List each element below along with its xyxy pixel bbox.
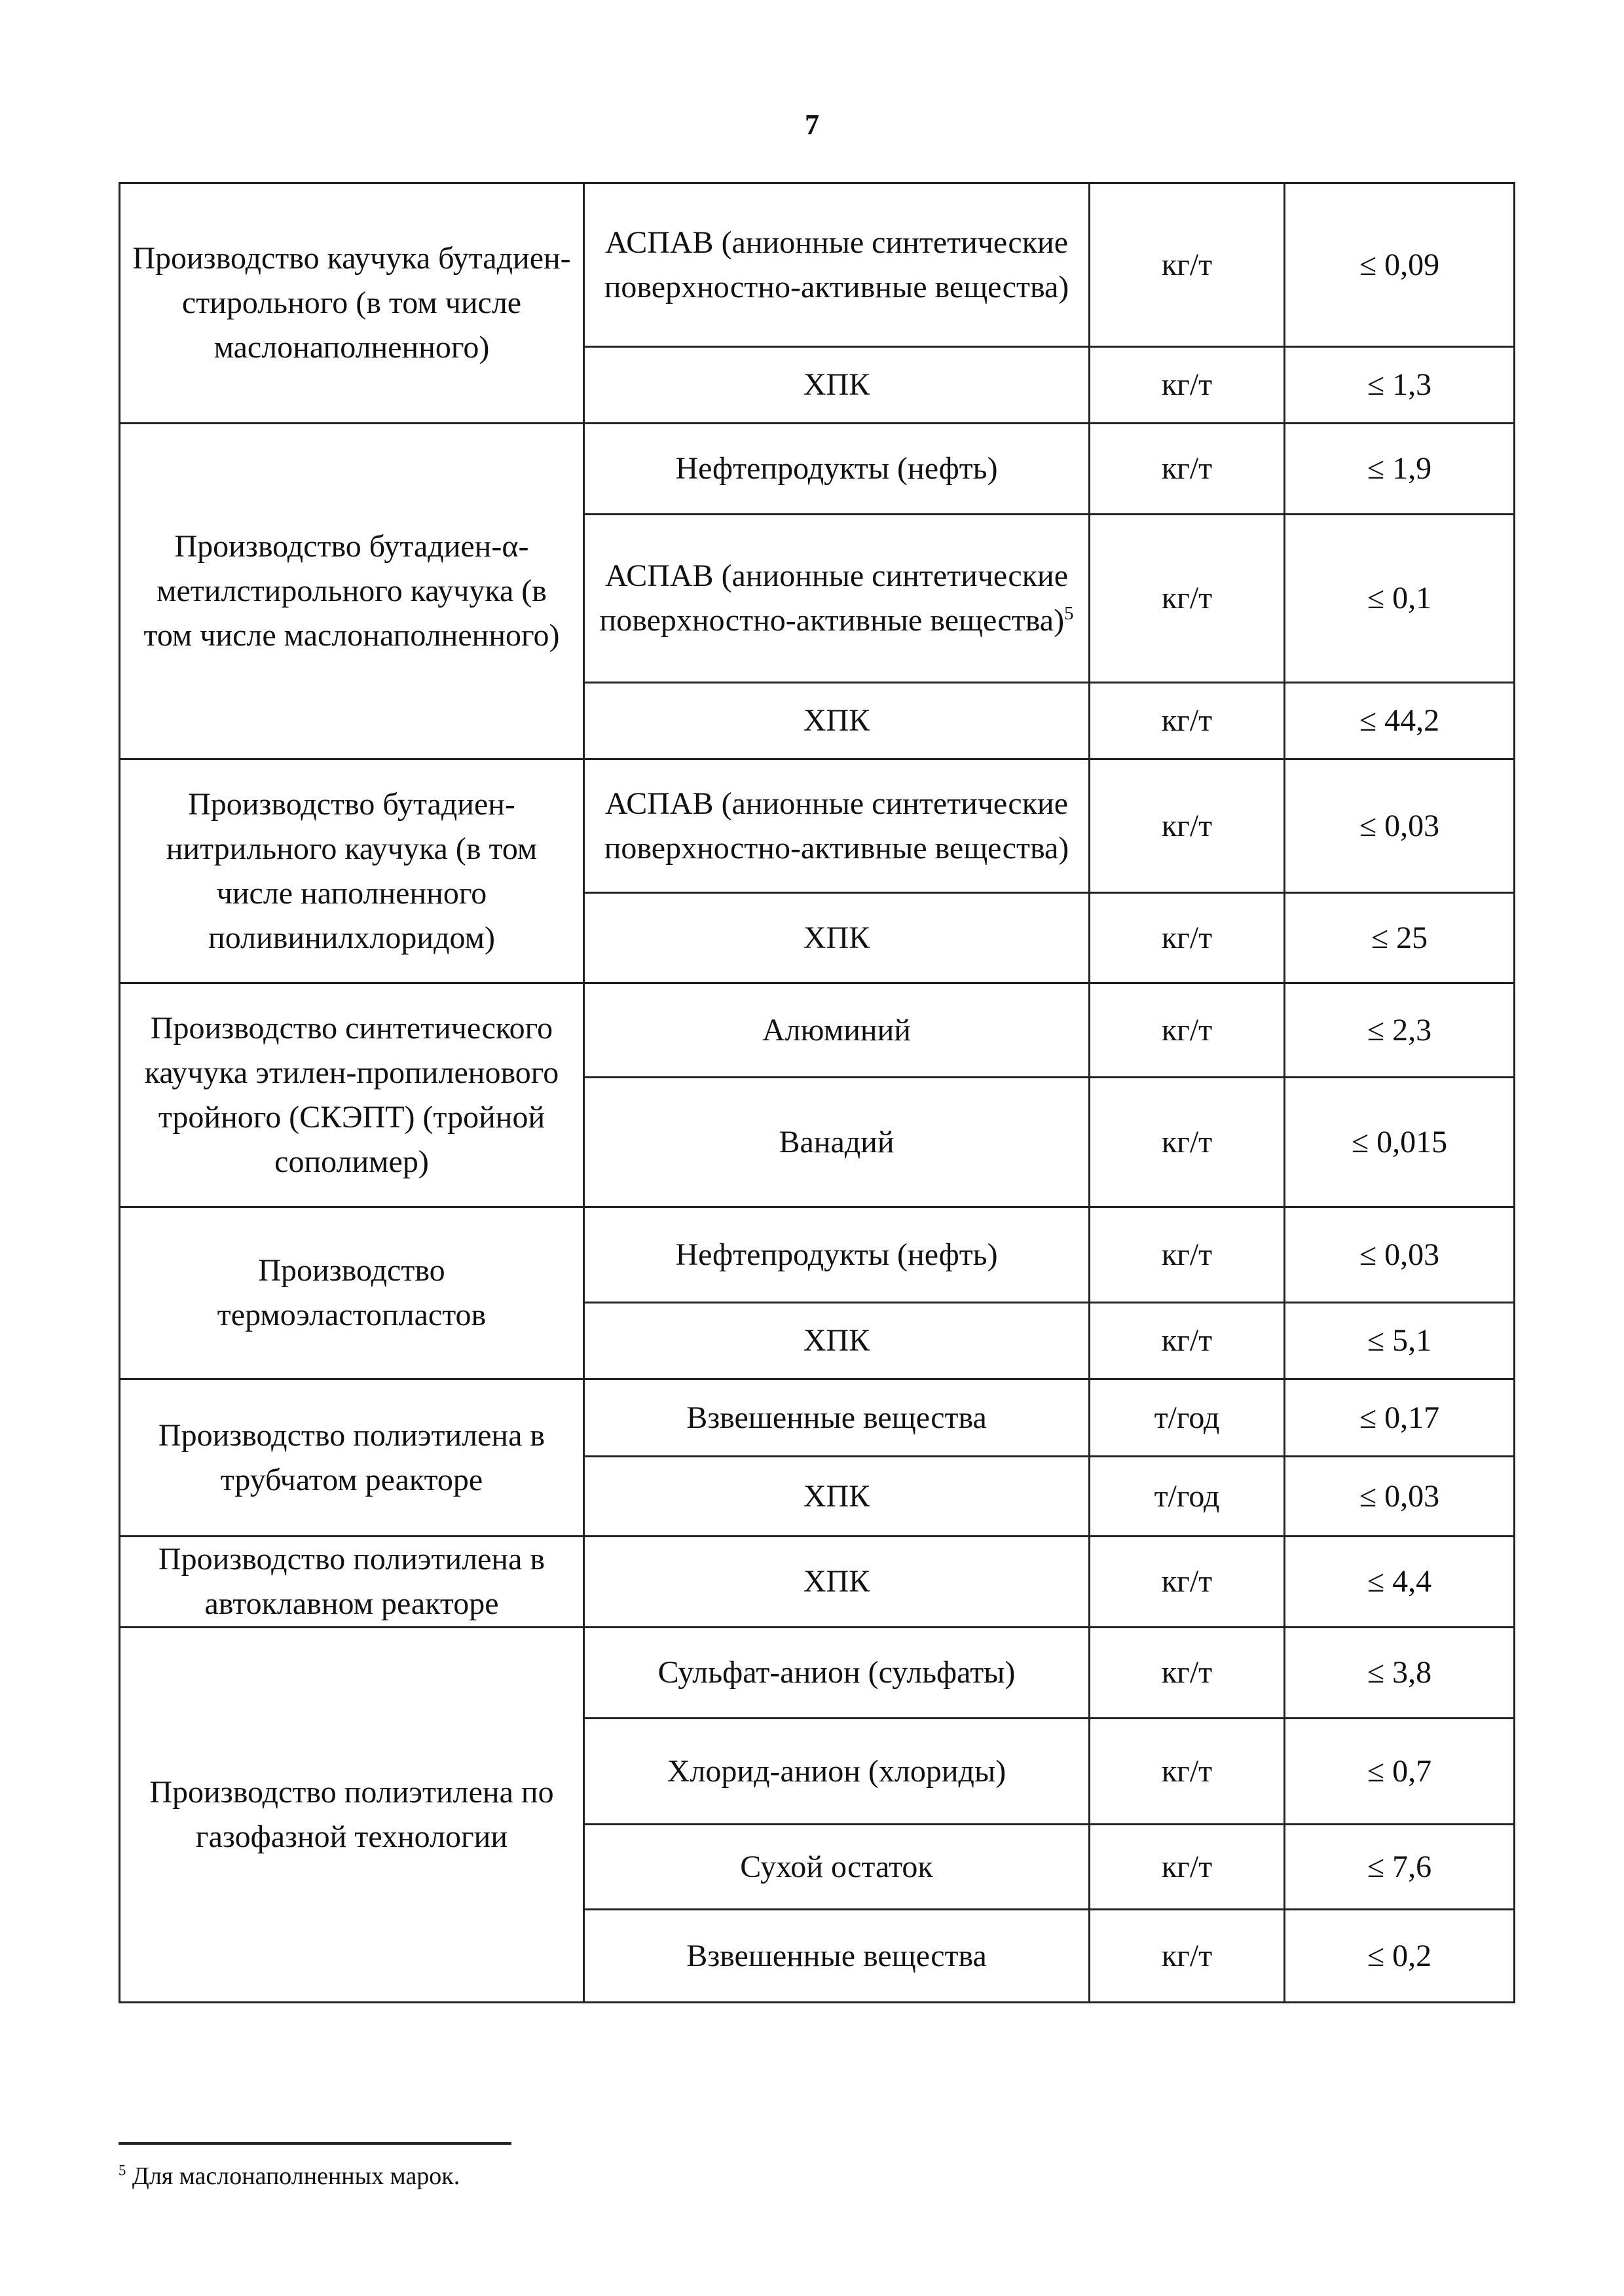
value-cell: ≤ 0,1 [1285, 515, 1515, 683]
value-cell: ≤ 0,2 [1285, 1910, 1515, 2003]
value-cell: ≤ 0,015 [1285, 1078, 1515, 1207]
unit-cell: кг/т [1090, 759, 1285, 893]
substance-cell: Ванадий [584, 1078, 1090, 1207]
substance-cell: АСПАВ (анионные синтетические поверхностно-активные вещества) [584, 759, 1090, 893]
substance-cell: ХПК [584, 1457, 1090, 1537]
table-row [120, 1537, 1515, 1628]
value-cell: ≤ 7,6 [1285, 1825, 1515, 1910]
production-cell: Производство каучука бутадиен-стирольного (в том числе маслонаполненного) [120, 183, 584, 424]
unit-cell: кг/т [1090, 1303, 1285, 1379]
value-cell: ≤ 0,03 [1285, 1207, 1515, 1303]
production-cell: Производство полиэтилена в трубчатом реакторе [120, 1379, 584, 1537]
value-cell: ≤ 0,09 [1285, 183, 1515, 347]
unit-cell: кг/т [1090, 1719, 1285, 1825]
unit-cell: т/год [1090, 1457, 1285, 1537]
unit-cell: кг/т [1090, 515, 1285, 683]
unit-cell: кг/т [1090, 1078, 1285, 1207]
unit-cell: кг/т [1090, 1537, 1285, 1628]
unit-cell: кг/т [1090, 424, 1285, 515]
substance-cell: АСПАВ (анионные синтетические поверхностно-активные вещества) [584, 183, 1090, 347]
value-cell: ≤ 5,1 [1285, 1303, 1515, 1379]
unit-cell: кг/т [1090, 893, 1285, 983]
production-cell: Производство термоэластопластов [120, 1207, 584, 1379]
value-cell: ≤ 3,8 [1285, 1628, 1515, 1719]
value-cell: ≤ 0,17 [1285, 1379, 1515, 1457]
unit-cell: кг/т [1090, 1825, 1285, 1910]
table-row [120, 424, 1515, 515]
value-cell: ≤ 4,4 [1285, 1537, 1515, 1628]
substance-cell: ХПК [584, 1303, 1090, 1379]
footnote-separator [119, 2142, 511, 2145]
unit-cell: кг/т [1090, 183, 1285, 347]
value-cell: ≤ 0,03 [1285, 1457, 1515, 1537]
unit-cell: т/год [1090, 1379, 1285, 1457]
table-row [120, 1379, 1515, 1457]
substance-cell: Нефтепродукты (нефть) [584, 424, 1090, 515]
value-cell: ≤ 0,7 [1285, 1719, 1515, 1825]
unit-cell: кг/т [1090, 347, 1285, 424]
table-row [120, 1207, 1515, 1303]
substance-cell: Хлорид-анион (хлориды) [584, 1719, 1090, 1825]
value-cell: ≤ 1,9 [1285, 424, 1515, 515]
unit-cell: кг/т [1090, 1207, 1285, 1303]
substance-cell: Взвешенные вещества [584, 1379, 1090, 1457]
value-cell: ≤ 1,3 [1285, 347, 1515, 424]
table-row [120, 183, 1515, 347]
substance-cell: Алюминий [584, 983, 1090, 1078]
value-cell: ≤ 0,03 [1285, 759, 1515, 893]
production-cell: Производство бутадиен-нитрильного каучука (в том числе наполненного поливинилхлоридом) [120, 759, 584, 983]
substance-cell [584, 515, 1090, 683]
substance-cell: Взвешенные вещества [584, 1910, 1090, 2003]
substance-cell: Нефтепродукты (нефть) [584, 1207, 1090, 1303]
value-cell: ≤ 44,2 [1285, 683, 1515, 759]
unit-cell: кг/т [1090, 683, 1285, 759]
table-row [120, 983, 1515, 1078]
footnote-marker: 5 [119, 2162, 126, 2179]
norms-table [119, 182, 1515, 2003]
footnote [119, 2160, 460, 2192]
table-row [120, 1628, 1515, 1719]
production-cell: Производство бутадиен-α-метилстирольного каучука (в том числе маслонаполненного) [120, 424, 584, 759]
footnote-text: Для маслонаполненных марок. [132, 2162, 460, 2190]
substance-cell: ХПК [584, 893, 1090, 983]
value-cell: ≤ 2,3 [1285, 983, 1515, 1078]
production-cell: Производство синтетического каучука этилен-пропиленового тройного (СКЭПТ) (тройной сополимер) [120, 983, 584, 1207]
substance-cell: ХПК [584, 347, 1090, 424]
unit-cell: кг/т [1090, 983, 1285, 1078]
substance-cell: Сульфат-анион (сульфаты) [584, 1628, 1090, 1719]
substance-cell: ХПК [584, 683, 1090, 759]
value-cell: ≤ 25 [1285, 893, 1515, 983]
footnote-ref: 5 [1064, 603, 1074, 624]
page-number: 7 [805, 109, 819, 141]
substance-cell: Сухой остаток [584, 1825, 1090, 1910]
unit-cell: кг/т [1090, 1910, 1285, 2003]
substance-cell: ХПК [584, 1537, 1090, 1628]
substance-text: АСПАВ (анионные синтетические поверхностно-активные вещества) [599, 558, 1069, 638]
unit-cell: кг/т [1090, 1628, 1285, 1719]
table-row [120, 759, 1515, 893]
production-cell: Производство полиэтилена по газофазной технологии [120, 1628, 584, 2003]
production-cell: Производство полиэтилена в автоклавном реакторе [120, 1537, 584, 1628]
